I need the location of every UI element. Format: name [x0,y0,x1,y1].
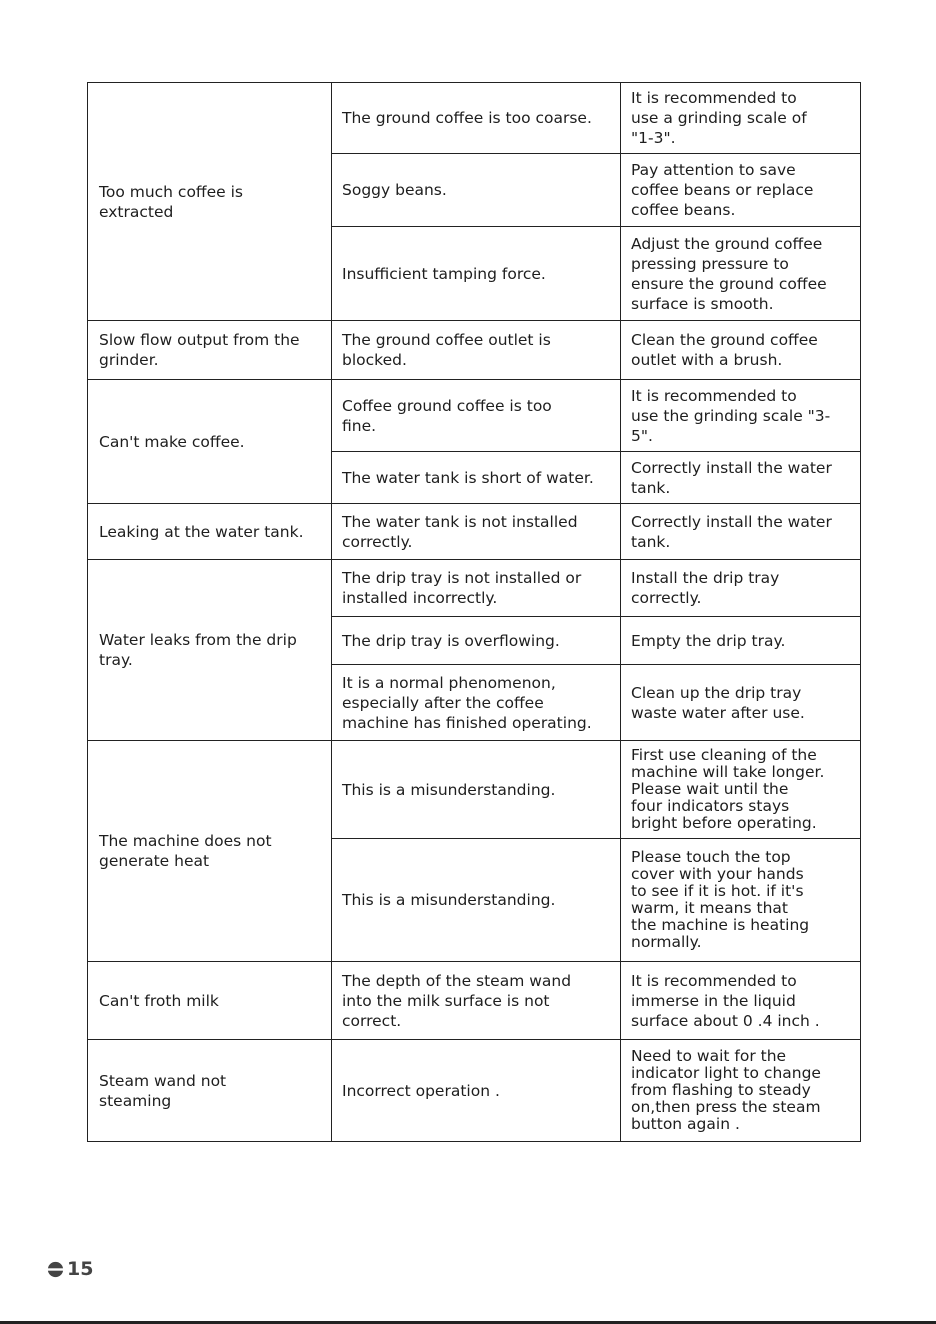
problem-cell: The machine does not generate heat [88,741,332,962]
table-row [88,321,861,380]
cause-cell: The water tank is not installed correctly. [332,504,621,560]
cause-cell: The drip tray is not installed or installed incorrectly. [332,560,621,617]
solution-cell: First use cleaning of the machine will take longer. Please wait until the four indicators stays bright before operating. [621,741,861,839]
page-footer [47,1258,93,1280]
table-row [88,741,861,839]
solution-cell: It is recommended to immerse in the liquid surface about 0 .4 inch . [621,962,861,1040]
cause-cell: This is a misunderstanding. [332,839,621,962]
cause-cell: The ground coffee is too coarse. [332,83,621,154]
solution-cell: Empty the drip tray. [621,617,861,665]
solution-cell: Correctly install the water tank. [621,504,861,560]
table-row [88,962,861,1040]
solution-cell: It is recommended to use a grinding scale of "1-3". [621,83,861,154]
solution-cell: It is recommended to use the grinding scale "3- 5". [621,380,861,452]
problem-cell: Leaking at the water tank. [88,504,332,560]
solution-cell: Clean the ground coffee outlet with a brush. [621,321,861,380]
cause-cell: The water tank is short of water. [332,452,621,504]
cause-cell: The depth of the steam wand into the milk surface is not correct. [332,962,621,1040]
cause-cell: Insufficient tamping force. [332,227,621,321]
problem-cell: Water leaks from the drip tray. [88,560,332,741]
cause-cell: This is a misunderstanding. [332,741,621,839]
cause-cell: The ground coffee outlet is blocked. [332,321,621,380]
solution-cell: Correctly install the water tank. [621,452,861,504]
table-row [88,1040,861,1142]
cause-cell: The drip tray is overflowing. [332,617,621,665]
brand-logo-icon [47,1261,64,1278]
solution-cell: Install the drip tray correctly. [621,560,861,617]
solution-cell: Clean up the drip tray waste water after use. [621,665,861,741]
problem-cell: Can't make coffee. [88,380,332,504]
cause-cell: It is a normal phenomenon, especially after the coffee machine has finished operating. [332,665,621,741]
solution-cell: Please touch the top cover with your hands to see if it is hot. if it's warm, it means that the machine is heating normally. [621,839,861,962]
solution-cell: Pay attention to save coffee beans or replace coffee beans. [621,154,861,227]
cause-cell: Coffee ground coffee is too fine. [332,380,621,452]
problem-cell: Can't froth milk [88,962,332,1040]
cause-cell: Incorrect operation . [332,1040,621,1142]
table-row [88,83,861,154]
problem-cell: Steam wand not steaming [88,1040,332,1142]
solution-cell: Need to wait for the indicator light to change from flashing to steady on,then press the steam button again . [621,1040,861,1142]
troubleshooting-table [87,82,861,1142]
table-row [88,504,861,560]
table-row [88,380,861,452]
page-number: 15 [67,1258,94,1280]
table-row [88,560,861,617]
solution-cell: Adjust the ground coffee pressing pressure to ensure the ground coffee surface is smooth. [621,227,861,321]
cause-cell: Soggy beans. [332,154,621,227]
problem-cell: Slow flow output from the grinder. [88,321,332,380]
problem-cell: Too much coffee is extracted [88,83,332,321]
